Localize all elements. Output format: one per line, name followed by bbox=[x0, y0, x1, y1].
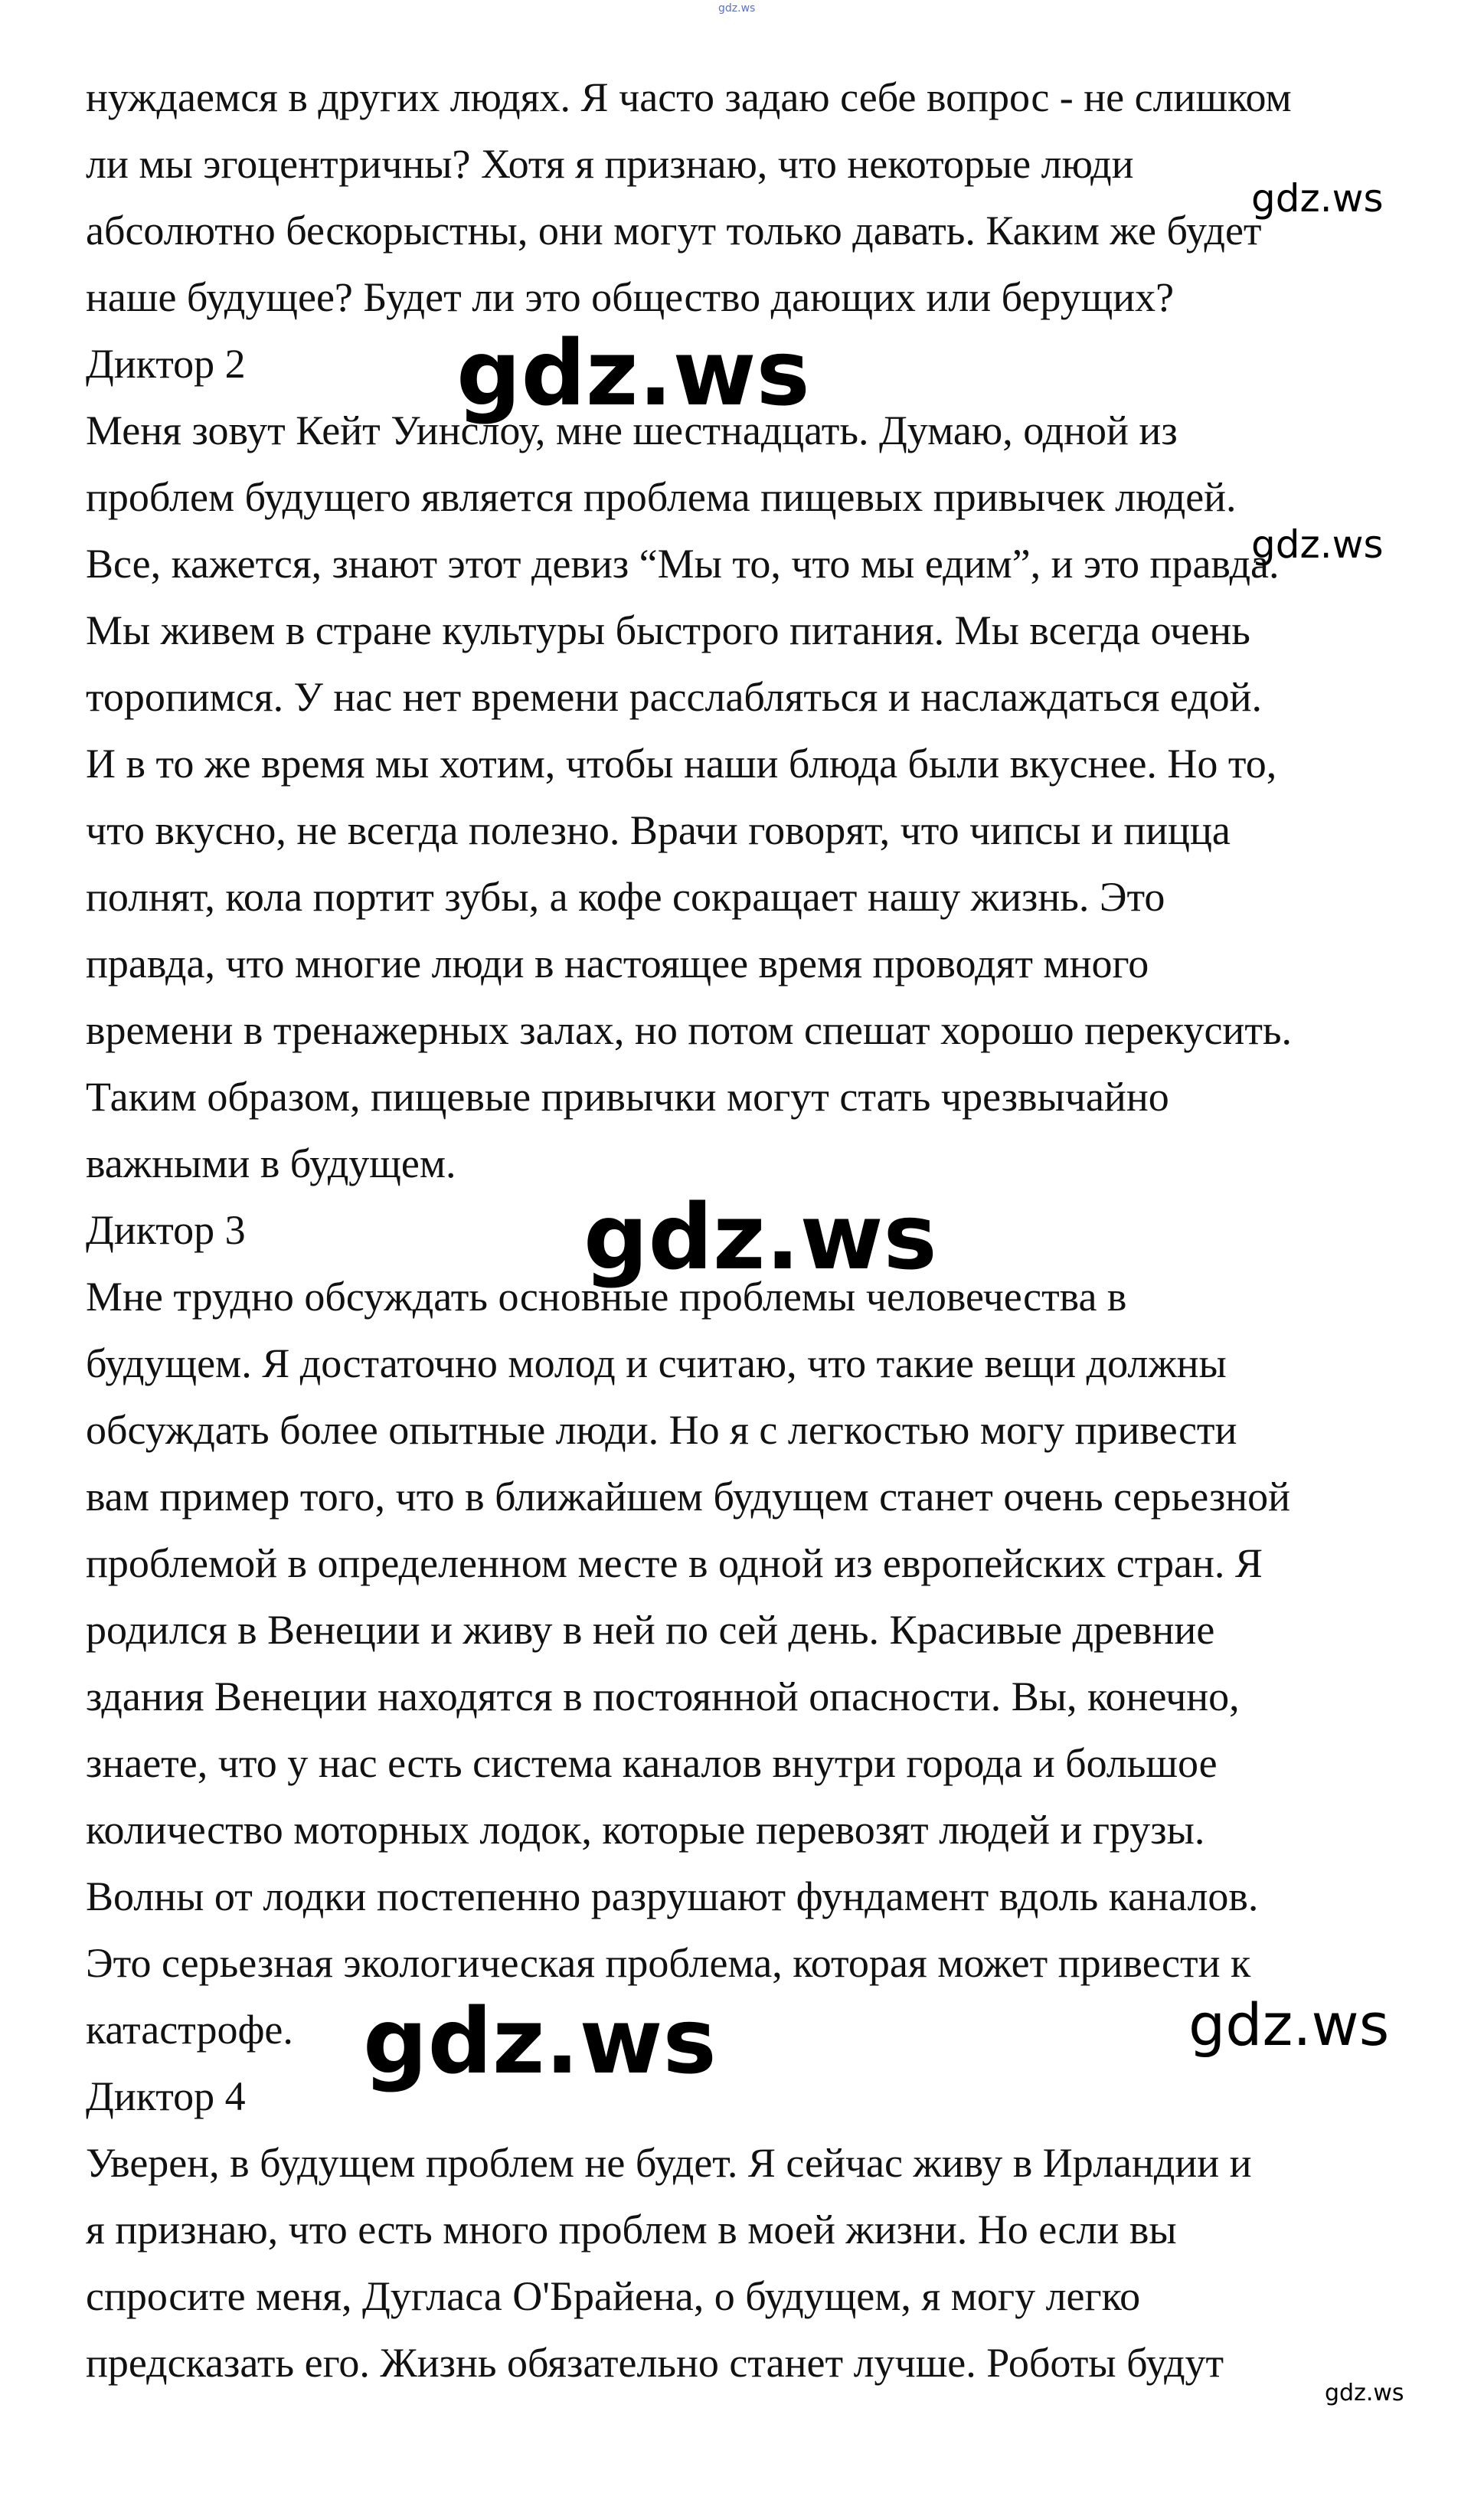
text-line-9: Мы живем в стране культуры быстрого питания. Мы всегда очень bbox=[86, 607, 1250, 653]
text-line-15: времени в тренажерных залах, но потом спешат хорошо перекусить. bbox=[86, 1007, 1293, 1053]
text-line-24: родился в Венеции и живу в ней по сей день. Красивые древние bbox=[86, 1607, 1215, 1653]
speaker-heading-4: Диктор 4 bbox=[86, 2073, 246, 2119]
text-line-34: спросите меня, Дугласа О'Брайена, о будущем, я могу легко bbox=[86, 2273, 1141, 2319]
text-line-11: И в то же время мы хотим, чтобы наши блюда были вкуснее. Но то, bbox=[86, 741, 1277, 787]
text-line-35: предсказать его. Жизнь обязательно станет лучше. Роботы будут bbox=[86, 2340, 1224, 2386]
text-line-4: наше будущее? Будет ли это общество дающих или берущих? bbox=[86, 274, 1175, 320]
text-line-14: правда, что многие люди в настоящее время проводят много bbox=[86, 941, 1149, 986]
text-line-32: Уверен, в будущем проблем не будет. Я сейчас живу в Ирландии и bbox=[86, 2140, 1252, 2186]
text-line-21: обсуждать более опытные люди. Но я с легкостью могу привести bbox=[86, 1407, 1237, 1453]
text-line-19: Мне трудно обсуждать основные проблемы человечества в bbox=[86, 1274, 1127, 1320]
text-line-29: Это серьезная экологическая проблема, которая может привести к bbox=[86, 1940, 1251, 1986]
watermark-5: gdz.ws bbox=[363, 1988, 717, 2094]
text-line-6: Меня зовут Кейт Уинслоу, мне шестнадцать. Думаю, одной из bbox=[86, 407, 1178, 453]
text-line-1: нуждаемся в других людях. Я часто задаю себе вопрос - не слишком bbox=[86, 74, 1292, 120]
text-line-13: полнят, кола портит зубы, а кофе сокращает нашу жизнь. Это bbox=[86, 874, 1165, 920]
text-line-20: будущем. Я достаточно молод и считаю, что такие вещи должны bbox=[86, 1340, 1227, 1386]
text-line-16: Таким образом, пищевые привычки могут стать чрезвычайно bbox=[86, 1074, 1169, 1120]
speaker-heading-2: Диктор 2 bbox=[86, 341, 246, 387]
text-line-30: катастрофе. bbox=[86, 2007, 293, 2053]
watermark-3: gdz.ws bbox=[1251, 522, 1384, 567]
watermark-top: gdz.ws bbox=[718, 2, 756, 15]
text-line-10: торопимся. У нас нет времени расслабляться и наслаждаться едой. bbox=[86, 674, 1263, 720]
text-line-3: абсолютно бескорыстны, они могут только давать. Каким же будет bbox=[86, 208, 1262, 254]
text-line-28: Волны от лодки постепенно разрушают фундамент вдоль каналов. bbox=[86, 1873, 1259, 1919]
watermark-4: gdz.ws bbox=[583, 1184, 937, 1290]
speaker-heading-3: Диктор 3 bbox=[86, 1207, 246, 1253]
text-line-12: что вкусно, не всегда полезно. Врачи говорят, что чипсы и пицца bbox=[86, 807, 1231, 853]
text-line-2: ли мы эгоцентричны? Хотя я признаю, что некоторые люди bbox=[86, 141, 1134, 187]
text-line-7: проблем будущего является проблема пищевых привычек людей. bbox=[86, 474, 1237, 520]
text-line-17: важными в будущем. bbox=[86, 1140, 456, 1186]
text-line-27: количество моторных лодок, которые перевозят людей и грузы. bbox=[86, 1807, 1205, 1853]
watermark-2: gdz.ws bbox=[456, 320, 810, 426]
text-line-23: проблемой в определенном месте в одной из европейских стран. Я bbox=[86, 1540, 1263, 1586]
watermark-1: gdz.ws bbox=[1251, 176, 1384, 221]
text-line-26: знаете, что у нас есть система каналов внутри города и большое bbox=[86, 1740, 1218, 1786]
watermark-7: gdz.ws bbox=[1325, 2380, 1404, 2406]
text-line-25: здания Венеции находятся в постоянной опасности. Вы, конечно, bbox=[86, 1673, 1240, 1719]
text-line-8: Все, кажется, знают этот девиз “Мы то, что мы едим”, и это правда. bbox=[86, 541, 1280, 587]
text-line-33: я признаю, что есть много проблем в моей жизни. Но если вы bbox=[86, 2207, 1177, 2253]
text-line-22: вам пример того, что в ближайшем будущем станет очень серьезной bbox=[86, 1474, 1291, 1520]
watermark-6: gdz.ws bbox=[1188, 1991, 1390, 2059]
